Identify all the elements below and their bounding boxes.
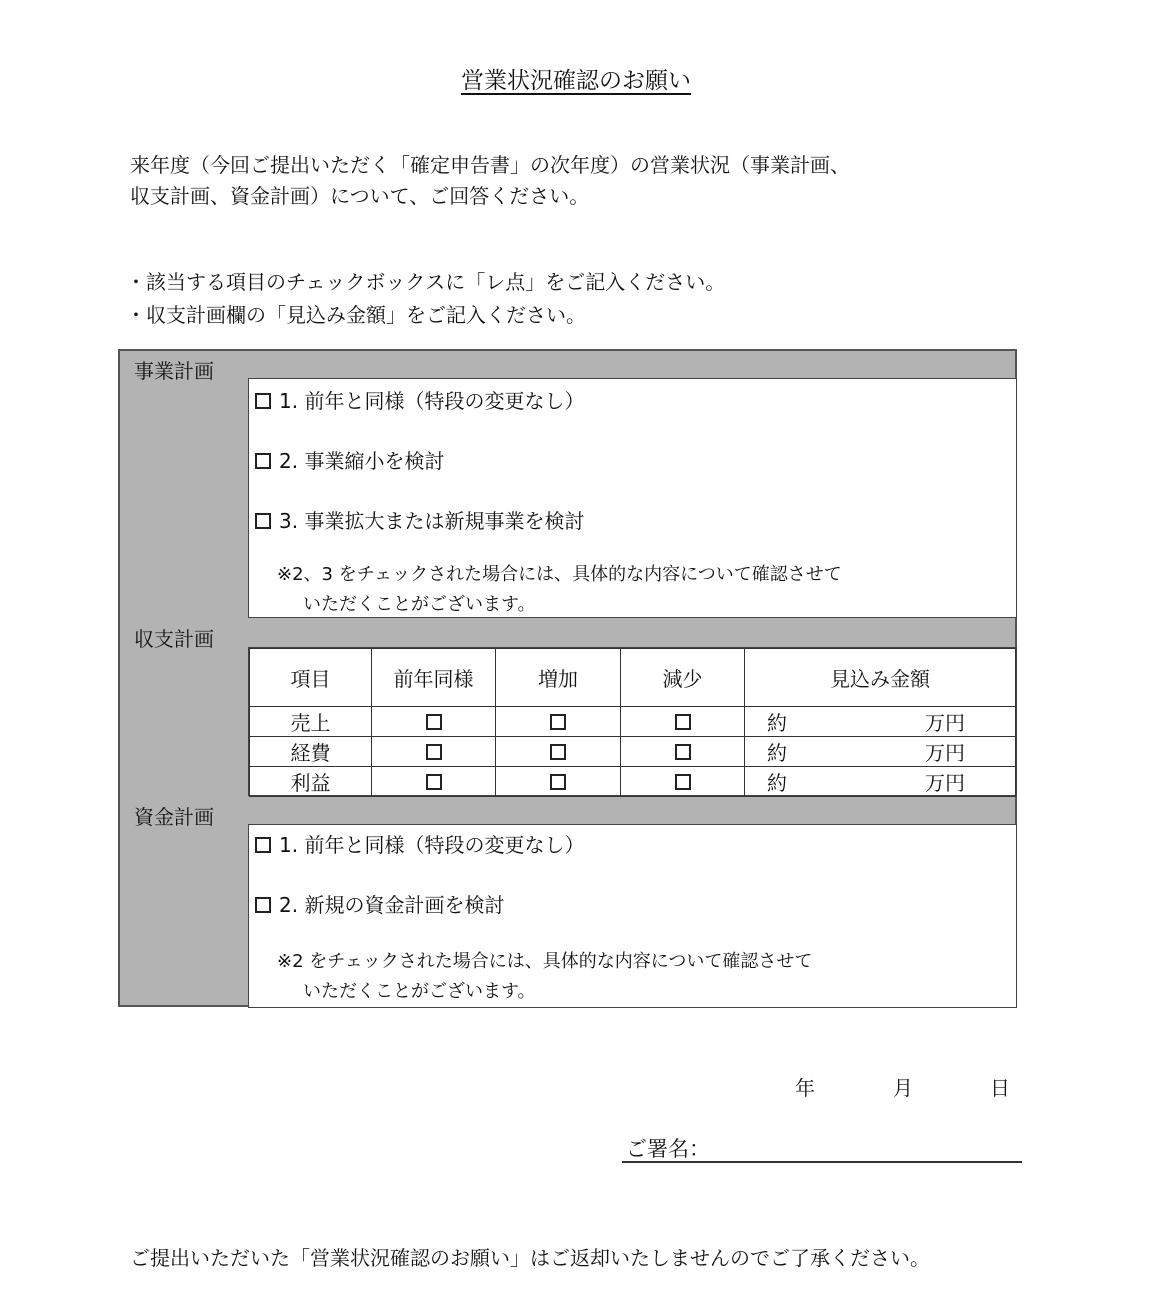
income-plan-table xyxy=(248,647,1017,796)
signature-field[interactable]: ご署名： xyxy=(622,1133,1022,1163)
amount-field[interactable]: 約 万円 xyxy=(745,767,1016,797)
checkbox[interactable] xyxy=(426,714,442,730)
instruction-item: ・収支計画欄の「見込み金額」をご記入ください。 xyxy=(126,303,586,327)
table-row xyxy=(250,737,1016,767)
business-option-1[interactable]: 1. 前年と同様（特段の変更なし） xyxy=(255,385,584,414)
column-header: 増加 xyxy=(496,649,621,707)
fund-plan-label: 資金計画 xyxy=(134,805,214,829)
table-header-row xyxy=(250,649,1016,707)
page-title: 営業状況確認のお願い xyxy=(461,68,691,94)
column-header: 減少 xyxy=(621,649,745,707)
instruction-item: ・該当する項目のチェックボックスに「レ点」をご記入ください。 xyxy=(126,270,726,294)
checkbox[interactable] xyxy=(255,897,271,913)
row-item: 売上 xyxy=(250,707,372,737)
date-day-label: 日 xyxy=(990,1076,1010,1100)
row-item: 経費 xyxy=(250,737,372,767)
fund-plan-note: ※2 をチェックされた場合には、具体的な内容について確認させて いただくことがございます。 xyxy=(277,951,813,1002)
checkbox[interactable] xyxy=(426,744,442,760)
checkbox[interactable] xyxy=(255,837,271,853)
checkbox[interactable] xyxy=(675,714,691,730)
amount-field[interactable]: 約 万円 xyxy=(745,737,1016,767)
fund-plan-panel xyxy=(248,824,1017,1008)
checkbox[interactable] xyxy=(550,744,566,760)
table-row xyxy=(250,707,1016,737)
checkbox[interactable] xyxy=(550,774,566,790)
fund-option-1[interactable]: 1. 前年と同様（特段の変更なし） xyxy=(255,829,584,858)
column-header: 項目 xyxy=(250,649,372,707)
checkbox[interactable] xyxy=(675,744,691,760)
amount-field[interactable]: 約 万円 xyxy=(745,707,1016,737)
intro-text: 来年度（今回ご提出いただく「確定申告書」の次年度）の営業状況（事業計画、 収支計画、資金計画）について、ご回答ください。 xyxy=(130,153,850,208)
footer-note: ご提出いただいた「営業状況確認のお願い」はご返却いたしませんのでご了承ください。 xyxy=(130,1246,930,1270)
date-year-label: 年 xyxy=(795,1076,815,1100)
business-plan-label: 事業計画 xyxy=(134,359,214,383)
checkbox[interactable] xyxy=(675,774,691,790)
checkbox[interactable] xyxy=(426,774,442,790)
checkbox[interactable] xyxy=(255,513,271,529)
column-header: 見込み金額 xyxy=(745,649,1016,707)
table-row xyxy=(250,767,1016,797)
checkbox[interactable] xyxy=(255,453,271,469)
business-plan-panel xyxy=(248,378,1017,618)
instructions xyxy=(126,266,725,332)
checkbox[interactable] xyxy=(550,714,566,730)
business-option-3[interactable]: 3. 事業拡大または新規事業を検討 xyxy=(255,505,584,534)
date-month-label: 月 xyxy=(893,1076,913,1100)
business-plan-note: ※2、3 をチェックされた場合には、具体的な内容について確認させて いただくことがございます。 xyxy=(277,564,842,615)
business-option-2[interactable]: 2. 事業縮小を検討 xyxy=(255,445,444,474)
fund-option-2[interactable]: 2. 新規の資金計画を検討 xyxy=(255,889,504,918)
checkbox[interactable] xyxy=(255,393,271,409)
column-header: 前年同様 xyxy=(372,649,496,707)
row-item: 利益 xyxy=(250,767,372,797)
income-plan-label: 収支計画 xyxy=(134,627,214,651)
status-form xyxy=(118,349,1017,1007)
